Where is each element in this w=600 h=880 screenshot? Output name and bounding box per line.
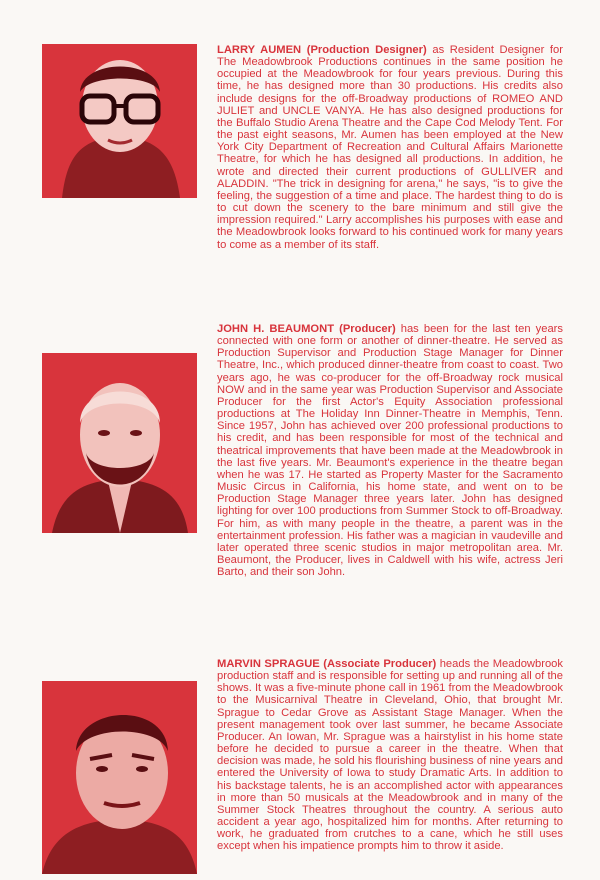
bio-body: has been for the last ten years connected with one form or another of dinner-theatre. He served as Production Supervisor and Production Stage Manager for Dinner Theatre, Inc., which produced dinner-theatre from coast to coast. Two years ago, he was co-producer for the off-Broadway rock musical NOW and in the same year was Production Supervisor and Associate Producer for the first Actor's Equity Association professional productions at The Holiday Inn Dinner-Theatre in Memphis, Tenn. Since 1957, John has achieved over 200 professional productions to his credit, and has been responsible for most of the technical and theatrical improvements that have been made at the Meadowbrook in the last five years. Mr. Beaumont's experience in the theatre began when he was 17. He started as Property Master for the Sacramento Music Circus in California, his home state, and went on to be Production Stage Manager three years later. John has designed lighting for over 100 productions from Summer Stock to off-Broadway. For him, as with many people in the theatre, a parent was in the entertainment profession. His father was a magician in vaudeville and later operated three scenic studios in major metropolitan area. Mr. Beaumont, the Producer, lives in Caldwell with his wife, actress Jeri Barto, and their son John. — [217, 323, 563, 579]
bio-body: as Resident Designer for The Meadowbrook Productions continues in the same position he occupied at the Meadowbrook for four years previous. During this time, he has designed more than 30 productions. His credits also include designs for the off-Broadway productions of ROMEO AND JULIET and UNCLE VANYA. He has also designed productions for the Buffalo Studio Arena Theatre and the Cape Cod Melody Tent. For the past eight seasons, Mr. Aumen has been employed at the New York City Department of Recreation and Cultural Affairs Marionette Theatre, for which he has designed all productions. In addition, he wrote and directed their current productions of GULLIVER and ALADDIN. "The trick in designing for arena," he says, "is to give the feeling, the suggestion of a time and place. The hardest thing to do is to cut down the scenery to the bare minimum and still give the impression required." Larry accomplishes his purposes with ease and the Meadowbrook looks forward to his continued work for many years to come as a member of its staff. — [217, 44, 563, 251]
bio-body: heads the Meadowbrook production staff and is responsible for setting up and running all of the shows. It was a five-minute phone call in 1961 from the Meadowbrook to the Musicarnival Theatre in Cleveland, Ohio, that brought Mr. Sprague to Cedar Grove as Assistant Stage Manager. When the present management took over last summer, he became Associate Producer. An Iowan, Mr. Sprague was a hairstylist in his home state before he decided to pursue a career in the theatre. When that decision was made, he sold his flourishing business of nine years and entered the University of Iowa to study Dramatic Arts. In addition to his backstage talents, he is an accomplished actor with appearances in more than 50 musicals at the Meadowbrook and in many of the Summer Stock Theatres throughout the country. A serious auto accident a year ago, hospitalized him for months. After returning to work, he graduated from crutches to a cane, which he still uses except when his impatience prompts him to throw it aside. — [217, 658, 563, 853]
portrait-photo-larry-aumen — [42, 44, 197, 198]
portrait-photo-marvin-sprague — [42, 681, 197, 874]
bio-name: LARRY AUMEN (Production Designer) — [217, 44, 427, 56]
bio-name: JOHN H. BEAUMONT (Producer) — [217, 323, 396, 335]
bio-text-larry-aumen — [217, 44, 563, 251]
bio-text-marvin-sprague — [217, 658, 563, 853]
portrait-photo-john-beaumont — [42, 353, 197, 533]
bio-text-john-beaumont — [217, 323, 563, 578]
bio-name: MARVIN SPRAGUE (Associate Producer) — [217, 658, 437, 670]
